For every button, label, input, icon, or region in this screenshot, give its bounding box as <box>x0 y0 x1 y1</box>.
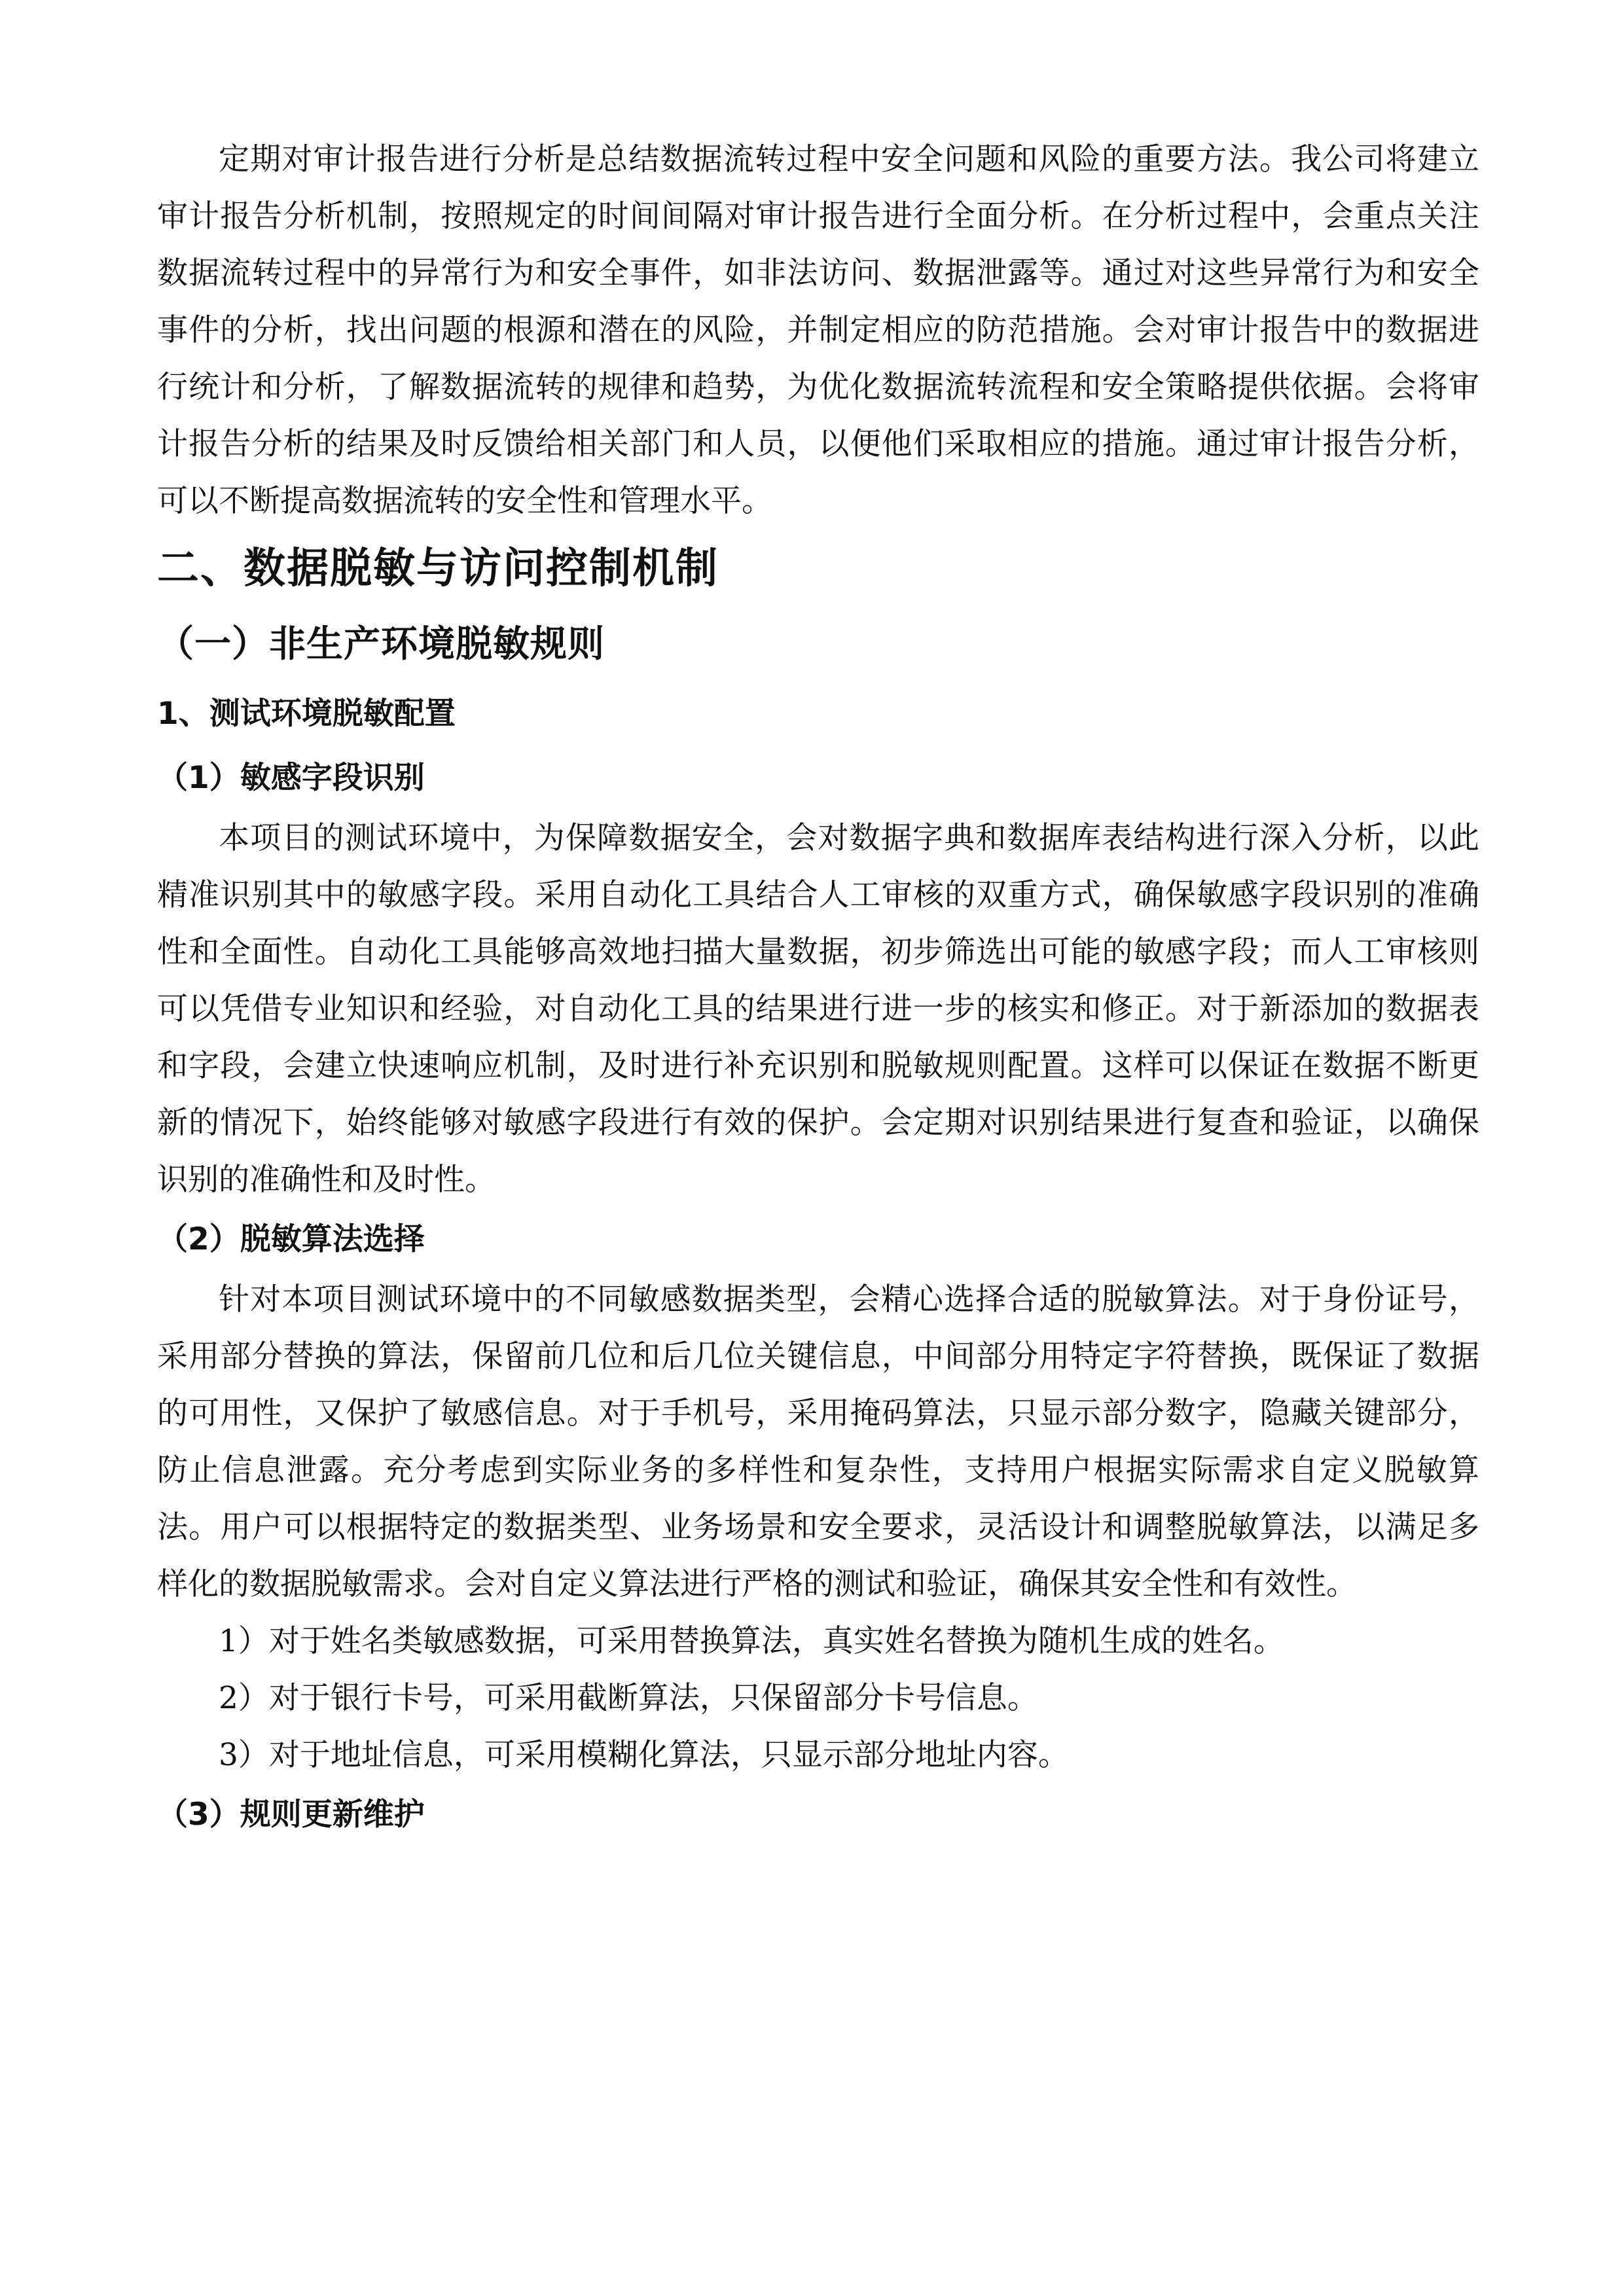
paragraph-audit-analysis: 定期对审计报告进行分析是总结数据流转过程中安全问题和风险的重要方法。我公司将建立审计报告分析机制，按照规定的时间间隔对审计报告进行全面分析。在分析过程中，会重点关注数据流转过程中的异常行为和安全事件，如非法访问、数据泄露等。通过对这些异常行为和安全事件的分析，找出问题的根源和潜在的风险，并制定相应的防范措施。会对审计报告中的数据进行统计和分析，了解数据流转的规律和趋势，为优化数据流转流程和安全策略提供依据。会将审计报告分析的结果及时反馈给相关部门和人员，以便他们采取相应的措施。通过审计报告分析，可以不断提高数据流转的安全性和管理水平。 <box>157 141 1479 519</box>
subheading-rule-update-maintenance: （3）规则更新维护 <box>157 1797 425 1833</box>
subheading-algorithm-selection: （2）脱敏算法选择 <box>157 1221 425 1257</box>
paragraph-sensitive-field-identification: 本项目的测试环境中，为保障数据安全，会对数据字典和数据库表结构进行深入分析，以此精准识别其中的敏感字段。采用自动化工具结合人工审核的双重方式，确保敏感字段识别的准确性和全面性。自动化工具能够高效地扫描大量数据，初步筛选出可能的敏感字段；而人工审核则可以凭借专业知识和经验，对自动化工具的结果进行进一步的核实和修正。对于新添加的数据表和字段，会建立快速响应机制，及时进行补充识别和脱敏规则配置。这样可以保证在数据不断更新的情况下，始终能够对敏感字段进行有效的保护。会定期对识别结果进行复查和验证，以确保识别的准确性和及时性。 <box>157 820 1479 1198</box>
subsection-heading-non-production-masking: （一）非生产环境脱敏规则 <box>157 623 605 666</box>
list-item-address-blurring: 3）对于地址信息，可采用模糊化算法，只显示部分地址内容。 <box>219 1737 1069 1773</box>
paragraph-algorithm-selection: 针对本项目测试环境中的不同敏感数据类型，会精心选择合适的脱敏算法。对于身份证号，采用部分替换的算法，保留前几位和后几位关键信息，中间部分用特定字符替换，既保证了数据的可用性，又保护了敏感信息。对于手机号，采用掩码算法，只显示部分数字，隐藏关键部分，防止信息泄露。充分考虑到实际业务的多样性和复杂性，支持用户根据实际需求自定义脱敏算法。用户可以根据特定的数据类型、业务场景和安全要求，灵活设计和调整脱敏算法，以满足多样化的数据脱敏需求。会对自定义算法进行严格的测试和验证，确保其安全性和有效性。 <box>157 1282 1479 1602</box>
subheading-sensitive-field-identification: （1）敏感字段识别 <box>157 760 425 796</box>
list-item-name-replacement: 1）对于姓名类敏感数据，可采用替换算法，真实姓名替换为随机生成的姓名。 <box>219 1623 1284 1659</box>
list-item-bank-card-truncation: 2）对于银行卡号，可采用截断算法，只保留部分卡号信息。 <box>219 1680 1038 1716</box>
item-heading-test-env-config: 1、测试环境脱敏配置 <box>157 696 456 732</box>
document-page <box>157 131 1479 1846</box>
section-heading-data-masking-access-control: 二、数据脱敏与访问控制机制 <box>157 545 719 593</box>
